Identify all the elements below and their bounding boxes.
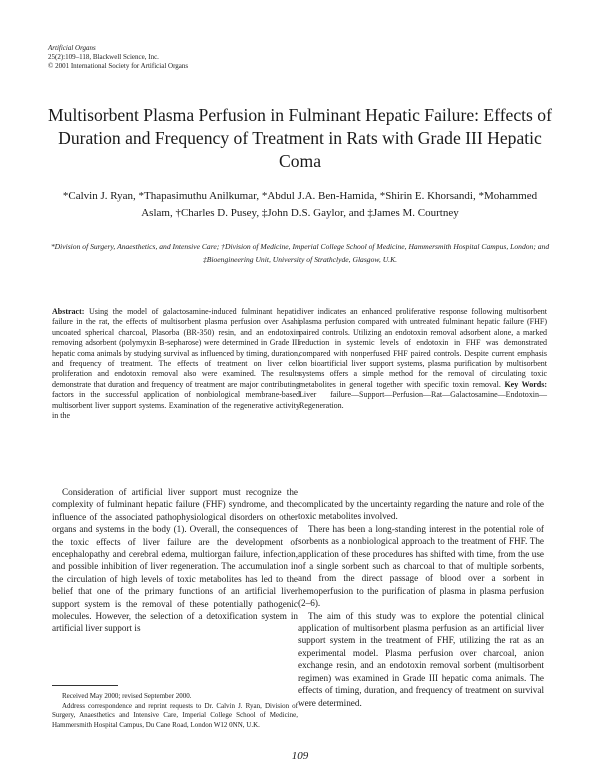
abstract-text-left: Using the model of galactosamine-induced fulminant hepatic failure in the rat, the effects of multisorbent plasma perfusion over Asahi uncoated spherical charcoal, Plasorba (BR-350) resin, and an endotoxin removing adsorbent (polymyxin B-sepharose) were determined in Grade III hepatic coma animals by studying survival as influenced by timing, duration, and frequency of treatment. The effects of treatment on liver cell proliferation and endotoxin removal also were examined. The results demonstrate that duration and frequency of treatment are major contributing factors in the successful application of nonbiological membrane-based multisorbent liver support systems. Examination of the regenerative activity in the [52, 307, 301, 421]
journal-name: Artificial Organs [48, 44, 96, 52]
body-right-column [298, 498, 544, 709]
affiliations: *Division of Surgery, Anaesthetics, and Intensive Care; †Division of Medicine, Imperial College School of Medicine, Hammersmith Hospital Campus, London; and ‡Bioengineering Unit, University of Strathclyde, Glasgow, U.K. [50, 242, 550, 264]
article-title: Multisorbent Plasma Perfusion in Fulminant Hepatic Failure: Effects of Duration and Frequency of Treatment in Rats with Grade III Hepatic Coma [48, 105, 552, 171]
body-paragraph: There has been a long-standing interest in the potential role of sorbents as a nonbiological approach to the treatment of FHF. The application of these procedures has shifted with time, from the use of a single sorbent such as charcoal to that of multiple sorbents, and from the direct passage of blood over a sorbent in hemoperfusion to the purification of plasma in plasma perfusion (2–6). [298, 523, 544, 609]
abstract-label: Abstract: [52, 307, 85, 316]
keywords: Liver failure—Support—Perfusion—Rat—Galactosamine—Endotoxin—Regeneration. [299, 390, 547, 410]
journal-citation: 25(2):109–118, Blackwell Science, Inc. [48, 53, 159, 61]
journal-copyright: © 2001 International Society for Artificial Organs [48, 62, 189, 70]
body-paragraph: complicated by the uncertainty regarding the nature and role of the toxic metabolites involved. [298, 499, 544, 522]
abstract-text-right: liver indicates an enhanced proliferative response following multisorbent plasma perfusion compared with untreated fulminant hepatic failure (FHF) paired controls. Utilizing an endotoxin removal adsorbent alone, a marked reduction in systemic levels of endotoxin in FHF was demonstrated compared with nonperfused FHF paired controls. Despite current emphasis on bioartificial liver support systems, plasma purification by multisorbent systems offers a simple method for the removal of circulating toxic metabolites in general together with specific toxin removal. [299, 307, 547, 389]
keywords-label: Key Words: [504, 379, 548, 389]
journal-header [48, 44, 188, 71]
abstract-left-column [52, 307, 300, 421]
footnote-address: Address correspondence and reprint requests to Dr. Calvin J. Ryan, Division of Surgery, Anaesthetics and Intensive Care, Imperial College School of Medicine, Hammersmith Hospital Campus, Du Cane Road, London W12 0NN, U.K. [52, 701, 298, 729]
body-paragraph: The aim of this study was to explore the potential clinical application of multisorbent plasma perfusion as an artificial liver support system in the treatment of FHF, utilizing the rat as an experimental model. Plasma perfusion over charcoal, anion exchange resin, and an endotoxin removal sorbent (multisorbent regimen) was examined in Grade III hepatic coma animals. The effects of timing, duration, and frequency of treatment on survival were determined. [298, 610, 544, 708]
footnote-received: Received May 2000; revised September 2000. [62, 692, 192, 700]
footnote [52, 692, 298, 730]
body-paragraph: Consideration of artificial liver support must recognize the complexity of fulminant hepatic failure (FHF) syndrome, and the influence of the associated pathophysiological disorders on other organs and systems in the body (1). Overall, the consequences of the toxic effects of liver failure are the development of encephalopathy and cerebral edema, multiorgan failure, infection, and possible inhibition of liver regeneration. The accumulation in the circulation of high levels of toxic metabolites has led to the belief that one of the primary functions of an artificial liver support system is the removal of these potentially pathogenic molecules. However, the selection of a detoxification system in artificial liver support is [52, 487, 298, 634]
author-list: *Calvin J. Ryan, *Thapasimuthu Anilkumar, *Abdul J.A. Ben-Hamida, *Shirin E. Khorsandi, *Mohammed Aslam, †Charles D. Pusey, ‡John D.S. Gaylor, and ‡James M. Courtney [62, 190, 538, 219]
body-left-column [52, 486, 298, 635]
page-number: 109 [291, 750, 309, 762]
footnote-divider [52, 685, 118, 686]
abstract-right-column [299, 307, 547, 411]
